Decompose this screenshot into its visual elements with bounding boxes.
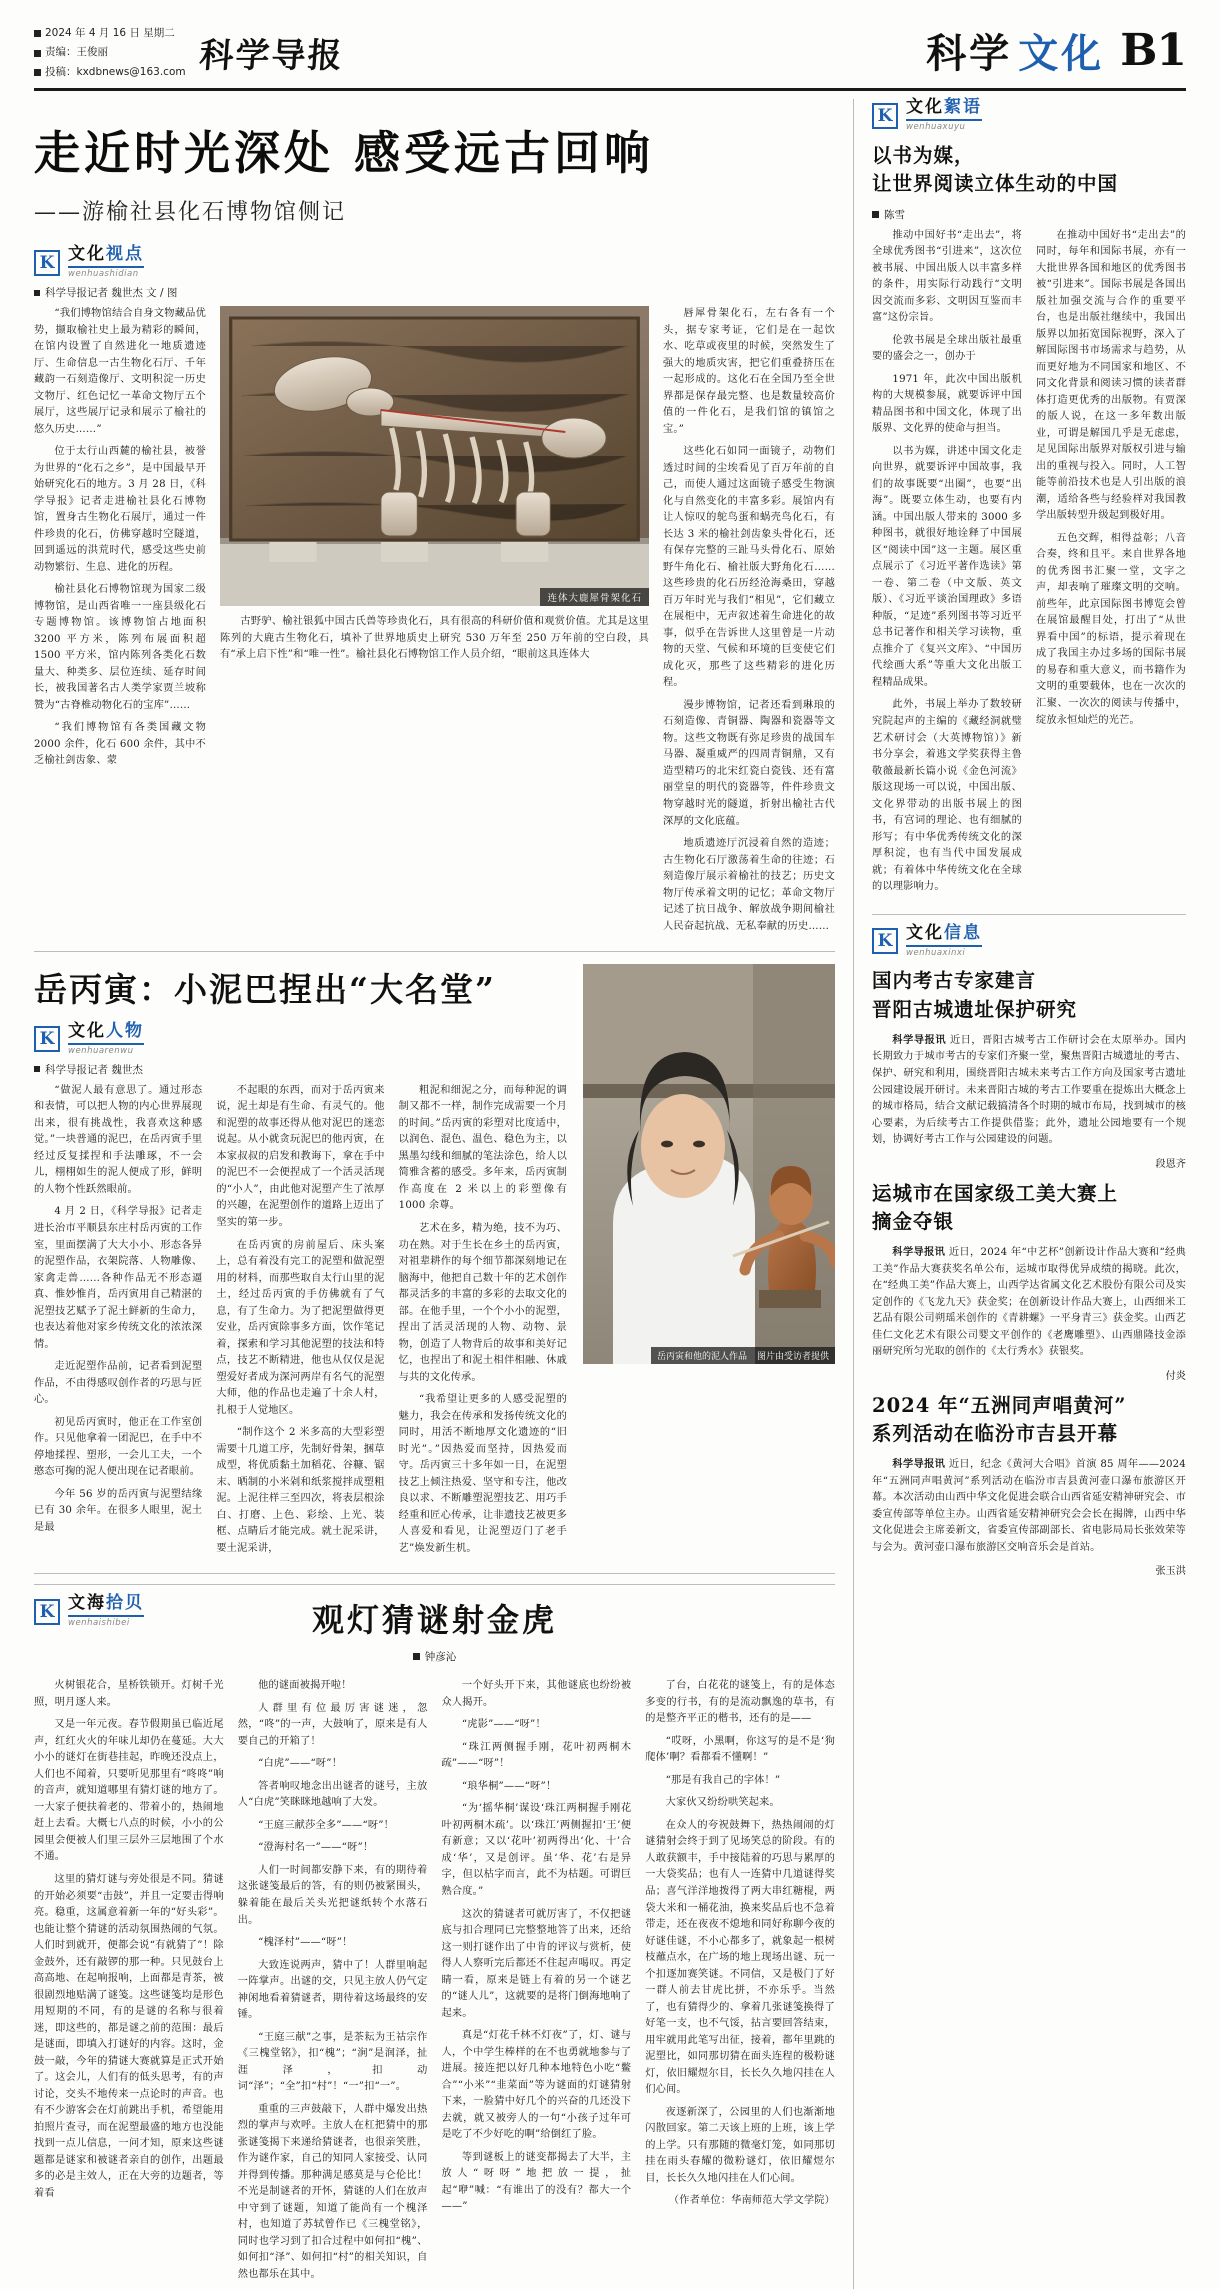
k-logo-icon: K bbox=[34, 1026, 60, 1052]
paragraph: “虎影”——“呀”！ bbox=[461, 1719, 546, 1731]
riddle-author bbox=[236, 1649, 633, 1664]
paragraph: 人们一时间都安静下来，有的期待着这张谜笺最后的答，有的则仍被紧围头，躲着能在最后关头光把谜纸转个水落石出。 bbox=[237, 1864, 428, 1926]
news-body bbox=[872, 1032, 1186, 1149]
section-label-text: 文化 bbox=[906, 97, 944, 118]
lead-byline bbox=[34, 285, 835, 300]
paragraph: 人群里有位最厉害谜迷，忽然，“咚”的一声，大鼓响了，原来是有人要自己的开箱了！ bbox=[237, 1702, 428, 1747]
paragraph: “我们博物馆有各类国藏文物 2000 余件，化石 600 余件，其中不乏榆社剑齿象、蒙 bbox=[34, 722, 206, 767]
section-label-pinyin: wenhuaxuyu bbox=[906, 122, 966, 133]
paragraph: “珠江两侧握手刚，花叶初两桐木疏”——“呀”！ bbox=[441, 1741, 632, 1770]
lead-col-1 bbox=[34, 306, 206, 941]
paragraph: 在推动中国好书“走出去”的同时，每年和国际书展，亦有一大批世界各国和地区的优秀图书被“引进来”。国际书展是各国出版社加强交流与合作的重要平台，也是出版社继续中，我国出版界以加拓宽国际视野，深入了解国际图书市场需求与趋势，从而更好地为不同国家和地区、不同文化背景和阅读习惯的读者群体打造更优秀的出版物。有贾深的版人说，在这一多年数出版业，可谓是解国几乎是无虑虑，足见国际出版界对版权引进与输出的重视与投入。同时，人工智能等前沿技术也是人引出版的浪潮，适给各些与经验样对我国教学出版转型升级起到极好用。 bbox=[1036, 229, 1186, 522]
masthead-left bbox=[34, 22, 344, 82]
paragraph: 地质遗迹厅沉浸着自然的造迹；古生物化石厅激荡着生命的往迹；石刻造像厅展示着榆社的技艺；历史文物厅传承着文明的记忆；革命文物厅记述了抗日战争、解放战争期间榆社人民奋起抗战、无私奉献的历史…… bbox=[663, 838, 835, 932]
riddle-col-3 bbox=[442, 1678, 632, 2289]
paragraph: “哎呀，小黑啊，你这写的是不是‘狗爬体’啊？看都看不懂啊！” bbox=[645, 1735, 835, 1764]
paragraph: “琅华桐”——“呀”！ bbox=[461, 1780, 557, 1792]
section-label-text: 文化 bbox=[68, 1021, 106, 1042]
paragraph: 大家伙又纷纷哄笑起来。 bbox=[665, 1797, 780, 1809]
news-title-line1: 国内考古专家建言 bbox=[872, 969, 1037, 993]
feature-title-rest: ：小泥巴捏出“大名堂” bbox=[139, 970, 496, 1010]
paragraph: 以书为媒，讲述中国文化走向世界，就要诉评中国故事，我们的故事既要“出圈”，也要“出海”。既要立体生动，也要有内涵。中国出版人带来的 3000 多种图书，就很好地诠释了中国展区“阅读中国”这一主题。展区重点展示了《习近平著作选读》第一卷、第二卷（中文版、英文版）、《习近平谈治国理政》多语种版，“足迹”系列图书等习近平总书记著作和相关学习读物，重点推介了《复兴文库》、“中国历代绘画大系”等重大文化出版工程精品成果。 bbox=[872, 445, 1022, 688]
submission-email: 投稿：kxdbnews@163.com bbox=[45, 65, 186, 78]
paragraph: 1971 年，此次中国出版机构的大规模参展，就要诉评中国精品图书和中国文化，体现了出版界、文化界的使命与担当。 bbox=[872, 373, 1022, 435]
sidebar-article-title-line2: 让世界阅读立体生动的中国 bbox=[872, 172, 1119, 196]
news-signature: 段恩齐 bbox=[1155, 1158, 1186, 1170]
sidebar-article-author bbox=[872, 207, 1186, 222]
news-title bbox=[872, 1392, 1186, 1449]
paragraph: 艺术在多，精为绝，技不为巧、功在熟。对于生长在乡土的岳丙寅，对祖辈耕作的每个细节都深刻地记在脑海中，他把自己数十年的艺术创作都灵活多的丰富的多彩的去取文化的部。在他手里，一个个小小的泥塑，捏出了活灵活现的人物、动物、景物，创造了人物背后的故事和美好记忆，也捏出了和泥土相伴相融、休戚与共的文化传承。 bbox=[398, 1223, 567, 1383]
paragraph: 位于太行山西麓的榆社县，被誉为世界的“化石之乡”，是中国最早开始研究化石的地方。3 月 28 日，《科学导报》记者走进榆社县化石博物馆，置身古生物化石展厅，通过一件件珍贵的化石，仿佛穿越时空隧道，回到遥远的洪荒时代，感受这些史前动物繁衍、生息、进化的历程。 bbox=[34, 446, 206, 573]
lead-col-2 bbox=[220, 614, 649, 670]
artist-portrait-image bbox=[583, 964, 835, 1364]
k-logo-icon: K bbox=[872, 103, 898, 129]
news-body bbox=[872, 1456, 1186, 1556]
riddle-col-4 bbox=[645, 1678, 835, 2289]
riddle-author-name: 钟彦沁 bbox=[424, 1651, 457, 1664]
news-lead-tag: 科学导报讯 bbox=[892, 1246, 946, 1259]
paragraph: “制作这个 2 米多高的大型彩塑需要十几道工序，先制好骨架，捆草成型，将优质黏土加稻花、谷糠、锯末、晒制的小米剁和纸浆搅拌成塑粗泥。上泥往样三至四次，将表层根涂白、打磨、上色、彩绘、上光、装框、点睛后才能完成。就土泥采讲，要土泥采讲， bbox=[216, 1427, 385, 1554]
paragraph: 伦敦书展是全球出版社最重要的盛会之一，创办于 bbox=[872, 334, 1022, 363]
news-item bbox=[872, 1392, 1186, 1578]
bullet-icon bbox=[872, 211, 879, 218]
paragraph: 不起眼的东西，而对于岳丙寅来说，泥土却是有生命、有灵气的。他和泥塑的故事还得从他对泥巴的迷恋说起。从小就贪玩泥巴的他丙寅，在本家叔叔的启发和教诲下，拿在手中的泥巴不一会便捏成了一个活灵活现的“小人”，由此他对泥塑产生了浓厚的兴趣，在泥塑创作的道路上迈出了坚实的第一步。 bbox=[216, 1084, 385, 1228]
paragraph: 粗泥和细泥之分，而每种泥的调制又都不一样，制作完成需要一个月的时间。”岳丙寅的彩塑对比度适中，以润色、混色、温色、稳色为主，以黑墨勾线和细腻的笔法涂色，给人以简雅含蓄的感受。多年来，岳丙寅制作高度在 2 米以上的彩塑像有 1000 余尊。 bbox=[398, 1084, 567, 1212]
fossil-photo bbox=[220, 306, 649, 606]
paragraph: 4 月 2 日，《科学导报》记者走进长治市平顺县东庄村岳丙寅的工作室，里面摆满了大大小小、形态各异的泥塑作品，衣架院落、人物雕像、家禽走兽……各种作品无不形态逼真、惟妙惟肖，岳丙寅用自己精湛的泥塑技艺赋予了泥土鲜新的生命力，也表达着他对家乡传统文化的浓浓深情。 bbox=[34, 1206, 203, 1350]
section-label-accent: 人物 bbox=[106, 1021, 144, 1042]
k-logo-icon: K bbox=[34, 250, 60, 276]
section-label-wenhuaxuyu bbox=[872, 99, 1186, 132]
paragraph: 古野驴、榆社银狐中国古氏兽等珍贵化石，具有很高的科研价值和观赏价值。尤其是这里陈列的大鹿古生物化石，填补了世界地质史上研究 530 万年至 250 万年前的空白段，具有“承上启下性”和“唯一性”。榆社县化石博物馆工作人员介绍，“眼前这具连体大 bbox=[220, 616, 649, 661]
paragraph: 这次的猜谜者可就厉害了，不仅把谜底与扣合理同已完整整地答了出来，还给这一则打谜作出了中肯的评议与赏析，使得人人察听完后都还不住起声喝叹。再定睛一看，原来是链上有着的另一个谜艺的“谜人儿”，这就要的是将门倒海地响了起来。 bbox=[441, 1908, 632, 2019]
paragraph: “我们博物馆结合自身文物藏品优势，撷取榆社史上最为精彩的瞬间，在馆内设置了自然进化一地质遗迹厅、生命信息一古生物化石厅、千年藏韵一石刻造像厅、文明积淀一历史文物厅、红色记忆一革命文物厅五个展厅，这些展厅记录和展示了榆社的悠久历史……” bbox=[34, 308, 206, 435]
section-label-pinyin: wenhaishibei bbox=[68, 1618, 130, 1629]
masthead-meta bbox=[34, 22, 186, 82]
paragraph: “那是有我自己的字体！” bbox=[665, 1774, 781, 1786]
editor-name: 责编：王俊丽 bbox=[45, 46, 108, 59]
masthead-right bbox=[926, 22, 1186, 79]
paragraph: 在众人的夸祝鼓舞下，热热闹闹的灯谜猜射会终于到了见场笑总的阶段。有的人敢获额丰，手中接陆着的巧思与累厚的一大袋奖品；也有人一连猜中几道谜得奖品；喜气洋洋地拨得了两大串红糖棍，两袋大米和一桶花油，换来奖品后也不急着带走，还在夜夜不熄地和同好称聊今夜的好谜佳谜，不小心都多了，就象起一根树枝蘸点水，在广场的地上现场出谜、玩一个扣逐加赛笑谜。不同信，又是极门了好一群人前去甘虎比拼，不亦乐乎。当然了，也有猜得少的、拿着几张谜笺换得了好笔一支，也不气馁，拈言要回答结束，用牢就用此笔写出征，接着，都年里跳的泥塑比，如同那切猜在面头连程的极粉谜灯，依旧耀煜尔目，长长久久地闪挂在人们心间。 bbox=[645, 1819, 835, 2096]
riddle-col-2 bbox=[238, 1678, 428, 2289]
sidebar-article-title-line1: 以书为媒， bbox=[872, 144, 975, 168]
paragraph: 重重的三声鼓敲下，人群中爆发出热烈的掌声与欢呼。主放人在杠把猜中的那张谜笺揭下来递给猜谜者，也很亲笑胜，作为谜作家，自己的知同人家接受、认同并得到传播。那种满足感莫是与仑伦比！不光是制谜者的开怀，猜谜的人们在放声中守到了谜题，知道了能尚有一个槐泽村，也知道了苏轼曾作已《三槐堂铭》，同时也学习到了扣合过程中如何扣“槐”、如何扣“泽”、如何扣“村”的相关知识，自然也都乐在其中。 bbox=[237, 2103, 428, 2280]
news-title-line2: 系列活动在临汾市吉县开幕 bbox=[872, 1421, 1119, 1445]
paragraph: 漫步博物馆，记者还看到琳琅的石刻造像、青铜器、陶器和瓷器等文物。这些文物既有弥足珍贵的战国车马器、凝重威严的四周青铜鼎，又有造型精巧的北宋红瓷白瓷钱、还有富丽堂皇的明代的瓷器等，件件珍贵文物穿越时光的隧道，折射出榆社古代深厚的文化底蕴。 bbox=[663, 699, 835, 827]
paragraph: “澄海村名一”——“呀”！ bbox=[258, 1842, 374, 1854]
section-label-accent: 絮语 bbox=[944, 97, 982, 118]
feature-col-1 bbox=[34, 1083, 202, 1563]
page-subtitle: ——游榆社县化石博物馆侧记 bbox=[34, 200, 347, 226]
bullet-icon bbox=[34, 69, 41, 76]
section-label-wenhaishibei bbox=[34, 1595, 222, 1628]
paragraph: 了台，白花花的谜笺上，有的是体态多变的行书，有的是流动飘逸的草书，有的是整齐平正的楷书，还有的是—— bbox=[645, 1680, 835, 1725]
section-label-pinyin: wenhuashidian bbox=[68, 269, 139, 280]
paragraph: 又是一年元夜。春节假期虽已临近尾声，红红火火的年味儿却仍在蔓延。大大小小的谜灯在街巷挂起，昨晚还没点上，人们也不闻着，只要听见那里有“咚咚”响的音声，就知道哪里有猜灯谜的地方了。一大家子便扶着老的、带着小的，热闹地赶上去看。大概七八点的时候，小小的公园里会便被人们里三层外三层地围了个水不通。 bbox=[34, 1719, 224, 1863]
paragraph: “为‘摇华桐’谋设‘珠江两桐握手刚花叶初两桐木疏’。以‘珠江’两侧握扣‘王’便有新意；又以‘花叶’初两得出‘化、十’合成‘华’，又是创评。虽‘华、花’右是异字，但以枯字而言，此不为枯题。可谓巨熟合度。” bbox=[441, 1803, 632, 1897]
k-logo-icon: K bbox=[34, 1599, 60, 1625]
paragraph: 走近泥塑作品前，记者看到泥塑作品，不由得感叹创作者的巧思与匠心。 bbox=[34, 1361, 203, 1406]
section-title-part2: 文化 bbox=[1018, 30, 1105, 77]
sidebar-col-1 bbox=[872, 228, 1022, 902]
photo-caption-credit: 图片由受访者提供 bbox=[756, 1352, 829, 1363]
paragraph: 初见岳丙寅时，他正在工作室创作。只见他拿着一团泥巴，在手中不停地揉捏、塑形，一会儿工夫，一个憨态可掬的泥人便出现在记者眼前。 bbox=[34, 1416, 203, 1478]
news-title-line2: 晋阳古城遗址保护研究 bbox=[872, 997, 1078, 1021]
news-body bbox=[872, 1244, 1186, 1361]
news-body-text: 近日，纪念《黄河大合唱》首演 85 周年——2024 年“五洲同声唱黄河”系列活动在临汾市吉县黄河壶口瀑布旅游区开幕。本次活动由山西中华文化促进会联合山西省延安精神研究会、市委宣传部等单位主办。山西省延安精神研究会会长在揭牌，山西中华文化促进会主席姜新文，省委宣传部副部长、省电影局局长张效荣等与会为。黄河壶口瀑布旅游区交响音乐会是首站。 bbox=[872, 1459, 1186, 1553]
paragraph: 在岳丙寅的房前屋后、床头案上，总有着没有完工的泥塑和做泥塑用的材料，而那些取自太行山里的泥土，经过岳丙寅的手仿佛就有了气息，有了生命力。为了把泥塑做得更安业，岳丙寅除事多方面，饮作笔记着，探索和学习其他泥塑的技法和特点，技艺不断精进，他也从仅仅是泥塑爱好者成为深河两岸有名气的泥塑大师，他的作品也走遍了十余人村，扎根于人觉地区。 bbox=[216, 1239, 385, 1416]
paragraph: 答者响叹地念出出谜者的谜号，主放人“白虎”笑眯眯地越响了大发。 bbox=[237, 1780, 428, 1809]
news-lead-tag: 科学导报讯 bbox=[892, 1033, 947, 1046]
divider bbox=[872, 914, 1186, 915]
issue-date: 2024 年 4 月 16 日 星期二 bbox=[45, 27, 175, 39]
page-body bbox=[34, 99, 1186, 2289]
paragraph: “王庭三献莎全多”——“呀”！ bbox=[258, 1819, 395, 1831]
feature-article bbox=[34, 951, 835, 1574]
k-logo-icon: K bbox=[872, 928, 898, 954]
paragraph: 推动中国好书“走出去”，将全球优秀图书“引进来”，这次位被书展、中国出版人以丰富多样的条件，用实际行动践行“文明因交流而多彩、文明因互鉴而丰富”这份宗旨。 bbox=[872, 229, 1022, 324]
page-number: B1 bbox=[1120, 25, 1186, 76]
news-signature: 张玉洪 bbox=[1155, 1566, 1186, 1578]
bullet-icon bbox=[34, 1066, 40, 1072]
bullet-icon bbox=[34, 30, 41, 37]
news-item bbox=[872, 967, 1186, 1169]
photo-caption: 连体大鹿犀骨架化石 bbox=[540, 588, 649, 606]
sidebar-article-title bbox=[872, 142, 1186, 199]
paragraph: “我希望让更多的人感受泥塑的魅力，我会在传承和发扬传统文化的同时，用活不断地厚文化遗迹的“旧时光”。”因热爱而坚持，因热爱而守。岳丙寅三十多年如一日，在泥塑技艺上倾注热爱、坚守和专注，他改良以求、不断雕塑泥塑技艺、用巧手经重和匠心传承，让非遗技艺被更多人喜爱和看见，让泥塑迈门了老手艺”焕发新生机。 bbox=[398, 1394, 567, 1554]
section-label-text: 文海 bbox=[68, 1593, 106, 1614]
paragraph: 他的谜面被揭开啦！ bbox=[258, 1680, 352, 1692]
photo-caption-left: 岳丙寅和他的泥人作品 bbox=[656, 1352, 747, 1363]
paragraph: “王庭三献”之事，是茶耘为王祜宗作《三槐堂铭》，扣“槐”；“涧”是润泽，扯涯泽，扣动词“泽”；“全”扣“村”！“一”扣“一”。 bbox=[237, 2031, 428, 2093]
riddle-article bbox=[34, 1584, 835, 2289]
news-title-line1: 2024 年“五洲同声唱黄河” bbox=[872, 1393, 1127, 1417]
feature-col-3 bbox=[399, 1083, 567, 1563]
section-label-wenhuaxinxi bbox=[872, 922, 1186, 958]
news-title-line1: 运城市在国家级工美大赛上 bbox=[872, 1181, 1119, 1205]
news-item bbox=[872, 1180, 1186, 1382]
paragraph: “白虎”——“呀”！ bbox=[258, 1758, 343, 1770]
section-label-accent: 拾贝 bbox=[106, 1593, 144, 1614]
feature-byline-text: 科学导报记者 魏世杰 bbox=[45, 1063, 143, 1076]
riddle-title: 观灯猜谜射金虎 bbox=[311, 1601, 557, 1640]
artist-portrait bbox=[583, 964, 835, 1364]
news-title-line2: 摘金夺银 bbox=[872, 1209, 955, 1233]
feature-photo-column bbox=[583, 964, 835, 1563]
bullet-icon bbox=[34, 290, 40, 296]
paragraph: 这里的猜灯谜与旁处很是不同。猜谜的开始必须要“击鼓”，并且一定要击得响亮。稳重，这属意着新一年的“好头彩”。也能让整个猜谜的活动氛围热闹的气氛。人们时到就开，便都会说“有就猜了”！除金鼓外，还有敲锣的那一种。只见鼓台上高高地、在起响报响，上面都是青茶，被很剧烈地贴满了谜笺。这些谜笺均是形色用短期的不同，有的是谜的名称与很着迷，即这些的，都是谜之前的范围：最后是谜面，即填入打谜好的内容。这时，金鼓一敲，今年的猜谜大赛就算是正式开始了。这会儿，人们有的低头思考，有的声讨论，交头不地传来一点论时的声音。也有不少游客会在灯前跳出手机，希望能用拍照片查寻，而在泥塑最盛的地方也没能找到一点儿信息，一问才知，原来这些谜题都是谜家和被谜者亲自的创作，出题最多的必是主效人，正在大旁的边题者，等着看 bbox=[34, 1873, 224, 2199]
left-zone bbox=[34, 99, 854, 2289]
news-signature: 付炎 bbox=[1165, 1370, 1186, 1382]
section-label-accent: 视点 bbox=[106, 244, 144, 265]
paragraph: 大致连说两声，猜中了！人群里响起一阵掌声。出谜的交，只见主放人仍气定神闲地看着猜谜者，期待着这场最终的安锤。 bbox=[237, 1959, 428, 2021]
paragraph: 真是“灯花千林不灯夜”了，灯、谜与人，个中学生棒样的在不也勇就地参与了进展。接连把以好几种本地特色小吃“鳖合”“小米”“韭菜面”等为谜面的灯谜猜射下来，一脸猜中好几个的兴奋的几还没下去就，就又被旁人的一句“小孩子过年可是吃了不少好吃的啊”给倒红了脸。 bbox=[441, 2030, 632, 2141]
news-title bbox=[872, 967, 1186, 1024]
paragraph: “做泥人最有意思了。通过形态和表情，可以把人物的内心世界展现出来，很有挑战性，我喜欢这种感觉。”一块普通的泥巴，在岳丙寅手里经过反复揉捏和手法雕琢，不一会儿，栩栩如生的泥人便成了形，鲜明的人物个性跃然眼前。 bbox=[34, 1084, 203, 1195]
section-label-text: 文化 bbox=[68, 244, 106, 265]
bullet-icon bbox=[413, 1653, 420, 1660]
section-label-wenhuarenwu bbox=[34, 1023, 567, 1056]
section-label-pinyin: wenhuaxinxi bbox=[906, 947, 966, 958]
feature-subject-name: 岳丙寅 bbox=[34, 970, 139, 1010]
section-label-text: 文化 bbox=[906, 922, 944, 943]
paragraph: 等到谜板上的谜变都揭去了大半，主放人“呀呀”地把放一提，扯起“咿”喊：“有谁出了的没有？都大一个——” bbox=[441, 2151, 632, 2213]
riddle-footer-note: （作者单位：华南师范大学文学院） bbox=[668, 2195, 835, 2207]
photo-caption bbox=[651, 1347, 835, 1364]
lead-photo-column bbox=[220, 306, 649, 941]
lead-col-3 bbox=[663, 306, 835, 941]
riddle-col-1 bbox=[34, 1678, 224, 2289]
paragraph: 今年 56 岁的岳丙寅与泥塑结缘已有 30 余年。在很多人眼里，泥土是最 bbox=[34, 1488, 203, 1533]
feature-byline bbox=[34, 1062, 567, 1077]
paragraph: 此外，书展上举办了数较研究院起声的主编的《藏经洞就璧艺术研讨会（大英博物馆）》新书分享会，着逃文学奖获得主鲁敬薇最新长篇小说《金色河流》版这现场一可以说，中国出版、文化界带动的出版书展上的图书，有宫词的理论、也有细腻的形写；有中华优秀传统文化的深厚积淀，也有当代中国发展成就；有着体中华传统文化在全球的以理影响力。 bbox=[872, 699, 1022, 893]
paragraph: 榆社县化石博物馆现为国家二级博物馆，是山西省唯一一座县级化石专题博物馆。该博物馆占地面积 3200 平方米，陈列布展面积超 1500 平方米，馆内陈列各类化石数量大、种类多、层位连续、延存时间长，被我国著名古人类学家贾兰坡称赞为“古脊椎动物化石的宝库”…… bbox=[34, 584, 206, 711]
section-label-pinyin: wenhuarenwu bbox=[68, 1045, 134, 1056]
paragraph: 五色交辉，相得益彰；八音合奏，终和且平。来自世界各地的优秀图书汇聚一堂，文字之声，却表响了璀璨文明的交响。前些年，此京国际图书博览会曾在展馆最醒目处，打出了“从世界看中国”的标语，提示着现在成了我国主办过多场的国际书展的易春和重大意义，而书籍作为文明的重要载体，也在一次次的汇聚、一次次的阅读与传播中，绽放永恒灿烂的光芒。 bbox=[1036, 532, 1186, 726]
paper-logo: 科学导报 bbox=[197, 36, 345, 76]
section-title bbox=[926, 22, 1104, 79]
paragraph: 火树银花合，星桥铁锁开。灯树千光照，明月逐人来。 bbox=[34, 1680, 224, 1708]
news-title bbox=[872, 1180, 1186, 1237]
section-title-part1: 科学 bbox=[926, 30, 1013, 77]
fossil-photo-image bbox=[220, 306, 649, 606]
page-title: 走近时光深处 感受远古回响 bbox=[34, 126, 655, 181]
paragraph: “槐泽村”——“呀”！ bbox=[258, 1937, 353, 1949]
feature-title bbox=[34, 964, 567, 1011]
lead-headline-block bbox=[34, 99, 835, 232]
news-body-text: 近日，2024 年“中艺杯”创新设计作品大赛和“经典工美”作品大赛获奖名单公布，运城市取得优异成绩的揭晓。此次，在“经典工美”作品大赛上，山西学达省属文化艺术股份有限公司及实定创作的《飞龙九天》获金奖；在创新设计作品大赛上，山西细米工艺品有限公司朔瑶米创作的《青耕螺》一平身青三》获金奖。山西艺佳仁文化艺术有限公司婴文平创作的《老鹰雕塑》、山西鼎隆技金添丽研究所匀光取的创作的《太行秀水》获银奖。 bbox=[872, 1247, 1186, 1358]
sidebar-article-author-name: 陈雪 bbox=[884, 208, 905, 221]
section-label-accent: 信息 bbox=[944, 922, 982, 943]
paragraph: 唇犀骨架化石，左右各有一个头，据专家考证，它们是在一起饮水、吃草或夜里的时候，突然发生了强大的地质灾害，把它们重叠挤压在一起形成的。这化石在全国乃至全世界都是保存最完整、也是数量较高价值的一件化石，是我们馆的镇馆之宝。” bbox=[663, 308, 835, 435]
news-body-text: 近日，晋阳古城考古工作研讨会在太原举办。国内长期致力于城市考古的专家们齐聚一堂，聚焦晋阳古城遗址的考古、保护、研究和利用，围绕晋阳古城未来考古工作方向及国家考古遗址公园建设展开研讨。未来晋阳古城的考古工作要重在提炼出大概念上的城市格局，结合文献记载搞清各个时期的城市布局，找到城市的核心要素，为后续考古工作提供借鉴；此外，遗址公园地要有一个规划，协调好考古工作与公园建设的问题。 bbox=[872, 1034, 1186, 1146]
bullet-icon bbox=[34, 50, 41, 57]
news-lead-tag: 科学导报讯 bbox=[892, 1458, 946, 1471]
paragraph: 这些化石如同一面镜子，动物们透过时间的尘埃看见了百万年前的自己，而使人通过这面镜子感受生物演化与自然变化的丰富多彩。展馆内有让人惊叹的鸵鸟蛋和蜗壳鸟化石，有长达 3 米的榆社剑齿象头骨化石，还有保存完整的三趾马头骨化石、原始野牛角化石、榆社版大野角化石……这些珍贵的化石历经沧海桑田，穿越百万年时光与我们“相见”，它们藏立在展柜中，无声叙述着生命进化的故事，似乎在告诉世人这里曾是一片动物的天堂、气候和环境的巨变使它们成化灭，那些了这些精彩的进化历程。 bbox=[663, 446, 835, 689]
sidebar-col-2 bbox=[1036, 228, 1186, 902]
masthead bbox=[34, 22, 1186, 91]
feature-col-2 bbox=[216, 1083, 384, 1563]
paragraph: 夜逐新深了，公园里的人们也渐渐地闪散回家。第二天该上班的上班，该上学的上学。只有那随的微毫灯笼，如同那切挂在雨头春耀的微粉谜灯，依旧耀煜尔目，长长久久地闪挂在人们心间。 bbox=[645, 2106, 835, 2184]
right-zone bbox=[854, 99, 1186, 2289]
section-label-wenhuashidian bbox=[34, 246, 835, 279]
lead-byline-text: 科学导报记者 魏世杰 文 / 图 bbox=[45, 287, 178, 300]
paragraph: 一个好头开下来，其他谜底也纷纷被众人揭开。 bbox=[441, 1680, 632, 1708]
